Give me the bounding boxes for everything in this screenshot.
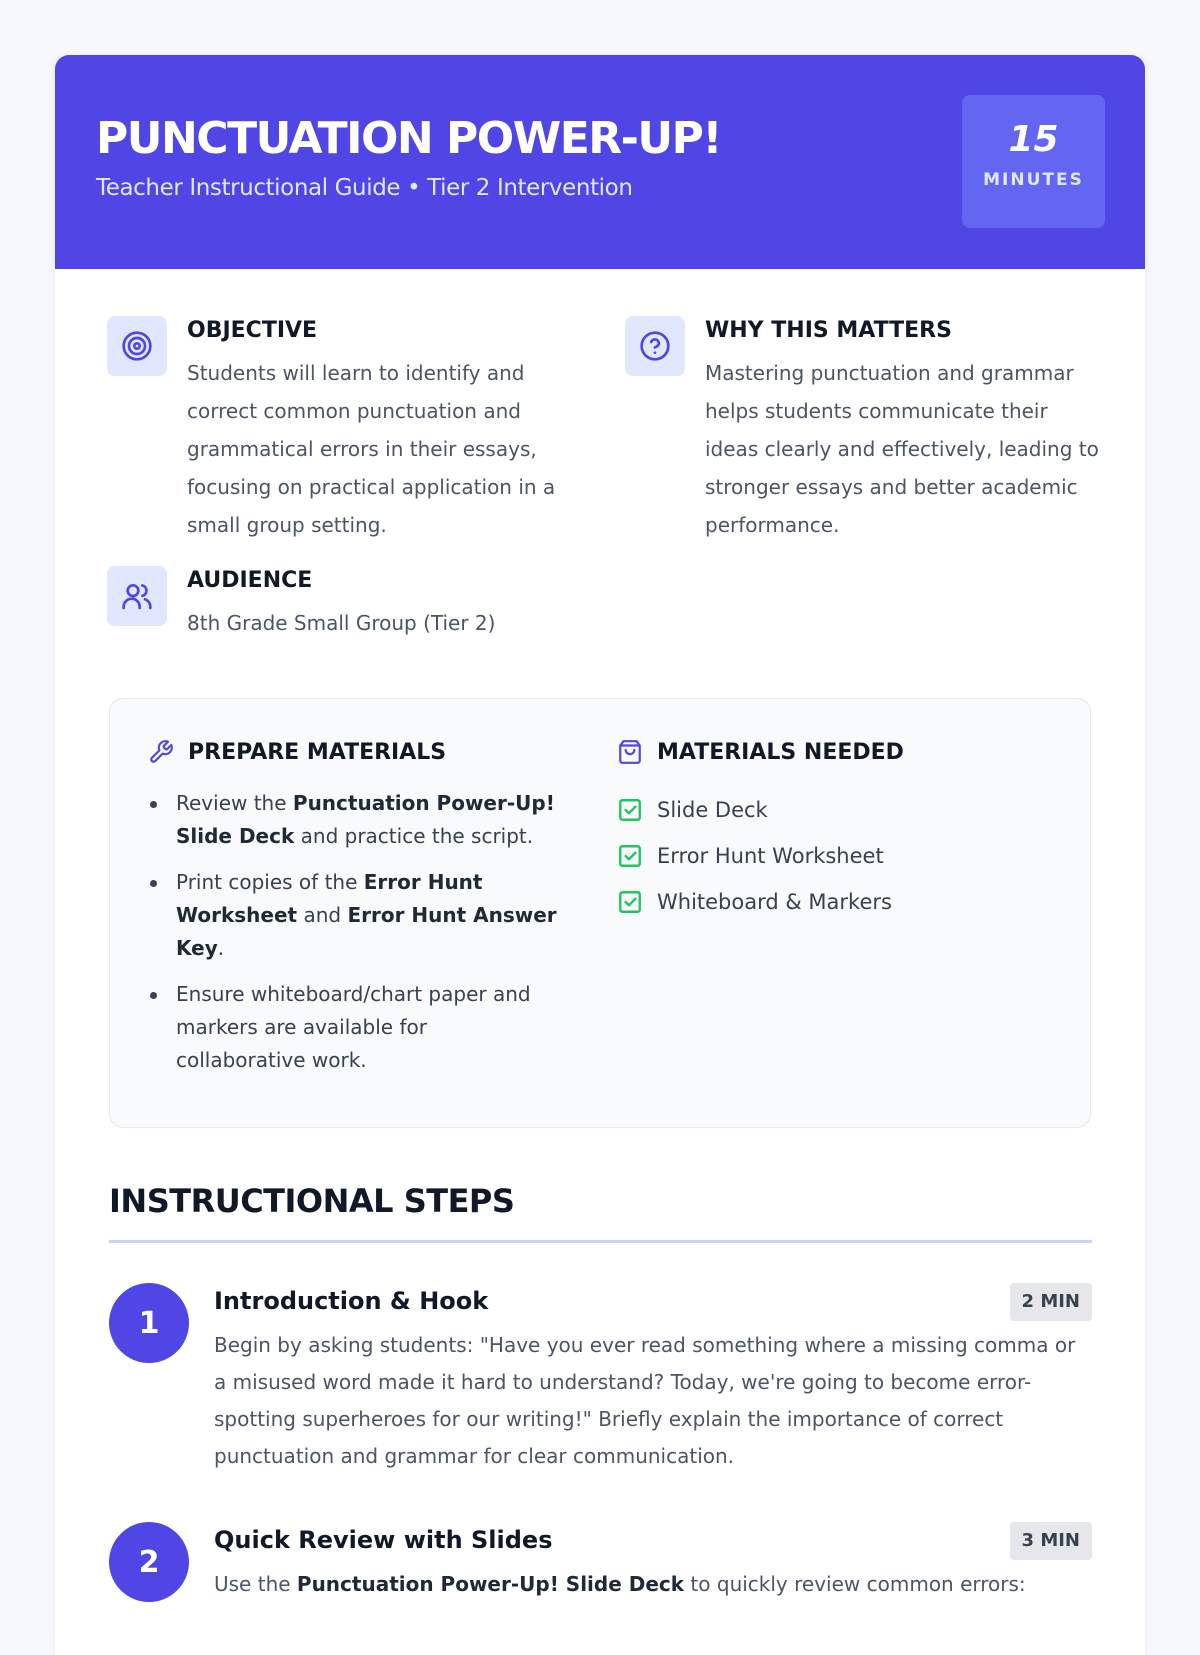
step-text: Use the: [214, 1572, 297, 1596]
list-item: [148, 866, 558, 965]
list-item-bold: Punctuation Power-Up! Slide Deck: [176, 791, 555, 848]
audience-heading: AUDIENCE: [187, 568, 313, 593]
duration-value: 15: [1008, 119, 1059, 160]
list-item: [148, 787, 558, 853]
list-item-bold: Error Hunt Answer Key: [176, 903, 557, 960]
objective-heading: OBJECTIVE: [187, 318, 318, 343]
list-item-text: .: [217, 936, 225, 960]
step-duration-badge: 2 MIN: [1010, 1283, 1092, 1321]
why-text: Mastering punctuation and grammar helps students communicate their ideas clearly and effectively, leading to stronger essays and better academic performance.: [705, 361, 1099, 537]
step-description: Begin by asking students: "Have you ever read something where a missing comma or a misused word made it hard to understand? Today, we're going to become error-spotting superheroes for our writing!" Briefly explain the importance of correct punctuation and grammar for clear communication.: [214, 1333, 1076, 1468]
prepare-list: [148, 787, 558, 1090]
check-square-icon: [617, 797, 643, 823]
list-item: [617, 879, 892, 925]
step-number: 2: [109, 1522, 189, 1602]
guide-header: [55, 55, 1145, 269]
lesson-guide-card: [55, 55, 1145, 1655]
list-item: [148, 978, 558, 1077]
page-subtitle: Teacher Instructional Guide • Tier 2 Intervention: [96, 175, 633, 201]
prepare-heading-label: PREPARE MATERIALS: [188, 739, 447, 765]
list-item-bold: Error Hunt Worksheet: [176, 870, 483, 927]
step-title: Quick Review with Slides: [214, 1526, 553, 1554]
list-item: [617, 833, 892, 879]
materials-heading-label: MATERIALS NEEDED: [657, 739, 904, 765]
check-square-icon: [617, 843, 643, 869]
prepare-heading: [148, 739, 446, 765]
material-label: Slide Deck: [657, 798, 768, 822]
list-item-text: and: [297, 903, 348, 927]
target-icon: [107, 316, 167, 376]
step-text-bold: Punctuation Power-Up! Slide Deck: [296, 1572, 685, 1596]
list-item: [617, 787, 892, 833]
steps-heading: INSTRUCTIONAL STEPS: [109, 1182, 515, 1220]
list-item-text: Review the: [176, 791, 293, 815]
users-icon: [107, 566, 167, 626]
page-title: PUNCTUATION POWER-UP!: [96, 113, 721, 164]
material-label: Error Hunt Worksheet: [657, 844, 884, 868]
duration-unit: MINUTES: [983, 170, 1084, 190]
wrench-icon: [148, 739, 174, 765]
materials-box: [109, 698, 1091, 1128]
check-square-icon: [617, 889, 643, 915]
objective-text: Students will learn to identify and correct common punctuation and grammatical errors in their essays, focusing on practical application in a small group setting.: [187, 361, 556, 537]
steps-divider: [109, 1240, 1092, 1243]
step-title: Introduction & Hook: [214, 1287, 489, 1315]
step-number: 1: [109, 1283, 189, 1363]
list-item-text: Ensure whiteboard/chart paper and markers are available for collaborative work.: [176, 982, 531, 1072]
shopping-bag-icon: [617, 739, 643, 765]
materials-heading: [617, 739, 904, 765]
audience-text: 8th Grade Small Group (Tier 2): [187, 611, 496, 635]
step-text: to quickly review common errors:: [684, 1572, 1026, 1596]
why-heading: WHY THIS MATTERS: [705, 318, 952, 343]
step-2: [109, 1522, 1092, 1622]
duration-badge: [962, 95, 1105, 228]
list-item-text: Print copies of the: [176, 870, 364, 894]
step-duration-badge: 3 MIN: [1010, 1522, 1092, 1560]
step-description: [214, 1566, 1092, 1603]
step-1: [109, 1283, 1092, 1483]
material-label: Whiteboard & Markers: [657, 890, 892, 914]
list-item-text: and practice the script.: [294, 824, 534, 848]
materials-list: [617, 787, 892, 925]
question-circle-icon: [625, 316, 685, 376]
